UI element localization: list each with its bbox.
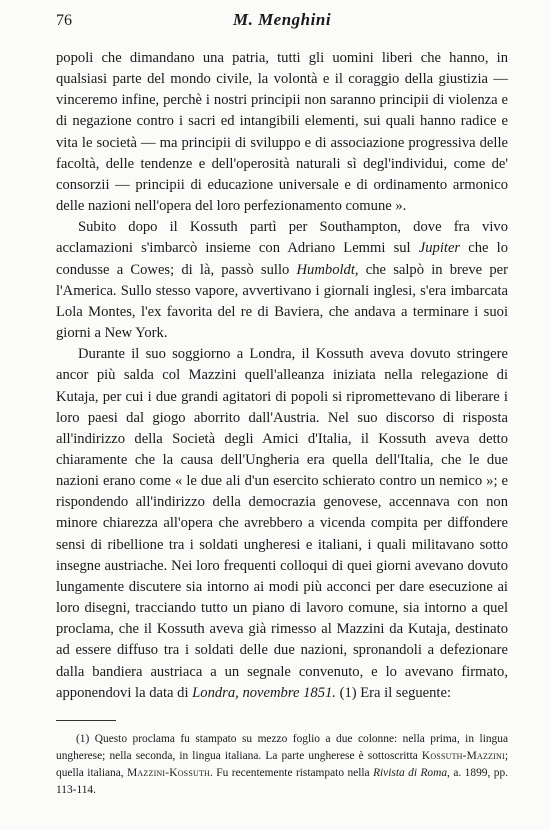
- signature-italian: Mazzini-Kossuth: [127, 766, 211, 779]
- ship-name-humboldt: Humboldt: [296, 261, 355, 278]
- text-segment: Subito dopo il Kossuth partì per Southampton, dove fra vivo acclamazioni s'imbarcò insieme con Adriano Lemmi sul: [56, 219, 508, 257]
- text-segment: . Fu recentemente ristampato nella: [210, 766, 374, 779]
- paragraph-1: popoli che dimandano una patria, tutti gli uomini liberi che hanno, in qualsiasi parte del mondo civile, la volontà e il coraggio della giustizia — vinceremo infine, perchè i nostri principii non saranno principii di violenza e di negazione contro i sacri ed intangibili elementi, sui quali hanno radice e vita le società — ma principii di sviluppo e di associazione progressiva delle facoltà, delle tendenze e dell'operosità naturali sì degl'individui, come de' consorzii — principii di educazione universale e di ordinamento armonico delle nazioni nell'opera del loro perfezionamento comune ».: [56, 50, 508, 215]
- footnote-1: [56, 731, 508, 799]
- journal-title: Rivista di Roma: [373, 766, 448, 779]
- text-segment: (1) Questo proclama fu stampato su mezzo foglio a due colonne: nella prima, in lingua ungherese; nella seconda, in lingua italiana. La parte ungherese è sottoscritta: [56, 732, 508, 762]
- footnote-rule: [56, 720, 116, 721]
- footnote: [56, 731, 508, 799]
- signature-hungarian: Kossuth-Mazzini: [421, 749, 505, 762]
- ship-name-jupiter: Jupiter: [418, 240, 461, 257]
- running-head: M. Menghini: [232, 10, 332, 29]
- proclamation-date: Londra, novembre 1851.: [192, 684, 336, 701]
- text-segment: , a. 1899, pp. 113-114.: [56, 766, 508, 796]
- text-segment: , che salpò in breve per l'America. Sullo stesso vapore, avvertivano i giornali inglesi, s'era imbarcata Lola Montes, l'ex favorita del re di Baviera, che andava a terminare i suoi giorni a New York.: [56, 261, 508, 342]
- page-header: [56, 10, 508, 34]
- text-segment: che lo condusse a Cowes; di là, passò sullo: [56, 240, 508, 278]
- text-segment: ; quella italiana,: [56, 749, 508, 779]
- page-number: 76: [56, 12, 72, 29]
- paragraph-2: [56, 217, 508, 344]
- text-segment: Durante il suo soggiorno a Londra, il Kossuth aveva dovuto stringere ancor più salda col Mazzini quell'alleanza iniziata nella relegazione di Kutaja, per cui i due grandi agitatori di popoli si ripromettevano di liberare i loro paesi dal giogo aborrito dall'Austria. Nel suo discorso di risposta all'indirizzo della Società degli Amici d'Italia, il Kossuth aveva detto chiaramente che la causa dell'Ungheria era quella dell'Italia, che le due nazioni erano come « le due ali d'un esercito schierato contro un nemico »; e rispondendo all'indirizzo della democrazia genovese, accennava con non minore chiarezza all'opera che avrebbero a vicenda compita per diffondere sensi di ribellione tra i soldati ungheresi e italiani, i quali militavano sotto insegne austriache. Nei loro frequenti colloqui di quei giorni avevano dovuto lungamente discutere sia intorno ai modi più acconci per dare esecuzione ai loro disegni, tracciando tutto un piano di lavoro comune, sia intorno a quel proclama, che il Kossuth aveva già rimesso al Mazzini da Kutaja, destinato ad essere diffuso tra i soldati delle due nazioni, spronandoli a defezionare dalla bandiera austriaca a un segnale convenuto, e lo avevano firmato, apponendovi la data di: [56, 346, 508, 701]
- paragraph-3: [56, 344, 508, 704]
- body-text: [56, 48, 508, 704]
- text-segment: (1) Era il seguente:: [335, 684, 452, 701]
- book-page: [56, 10, 508, 799]
